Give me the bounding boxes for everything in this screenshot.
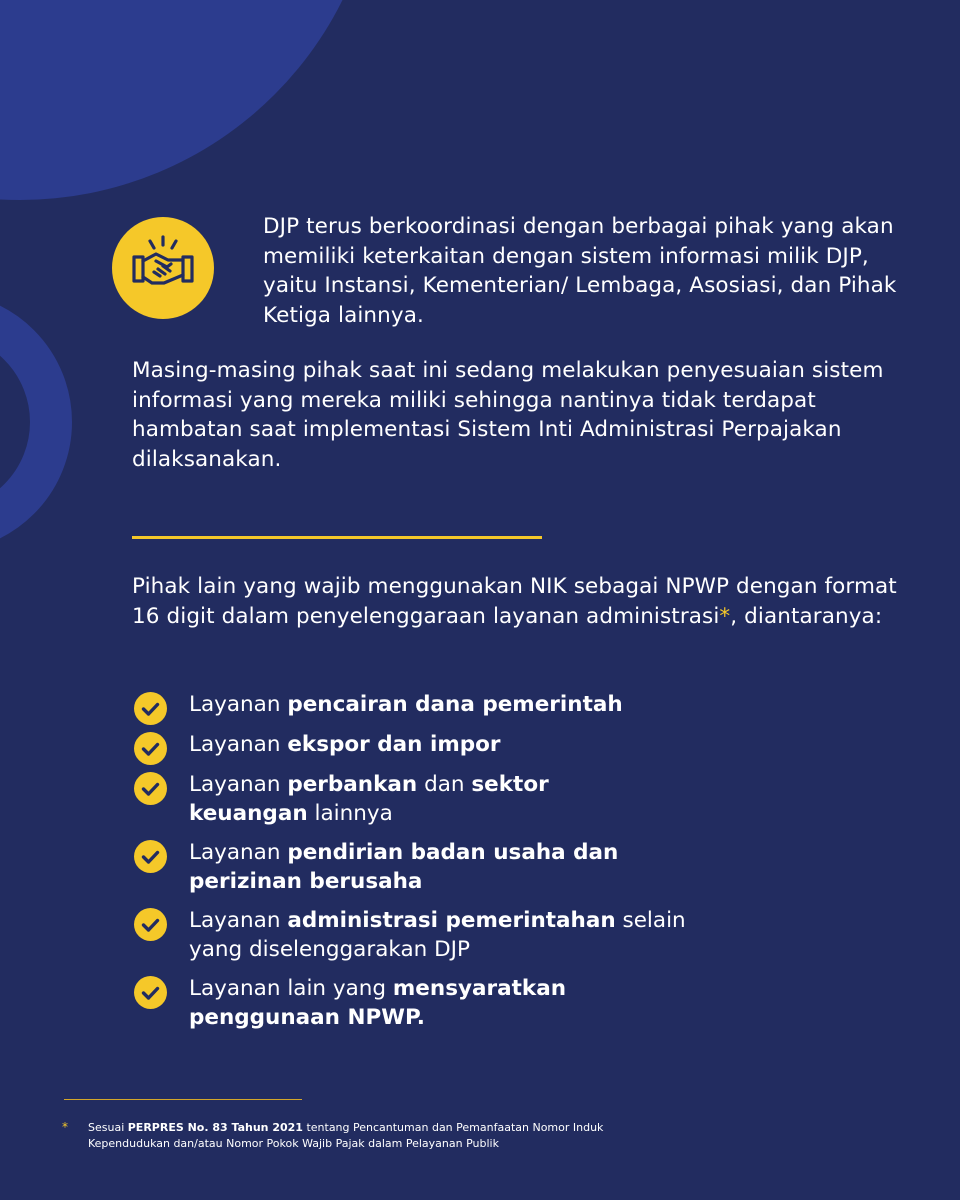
decorative-circle-top bbox=[0, 0, 380, 200]
footnote-regulation: PERPRES No. 83 Tahun 2021 bbox=[127, 1121, 303, 1134]
check-circle-icon bbox=[134, 908, 167, 941]
check-circle-icon bbox=[134, 976, 167, 1009]
footnote-text bbox=[88, 1120, 648, 1152]
item-text: Layanan bbox=[189, 732, 288, 757]
item-text: Layanan bbox=[189, 692, 288, 717]
check-circle-icon bbox=[134, 692, 167, 725]
item-text: Layanan lain yang bbox=[189, 976, 393, 1001]
list-item-text bbox=[189, 906, 709, 964]
check-circle-icon bbox=[134, 840, 167, 873]
footnote-marker: * bbox=[719, 603, 731, 629]
item-text: Layanan bbox=[189, 840, 288, 865]
list-item-text bbox=[189, 974, 629, 1032]
item-text: selain yang diselenggarakan DJP bbox=[189, 908, 686, 962]
list-item-text bbox=[189, 770, 629, 828]
item-text: dan bbox=[417, 772, 472, 797]
footnote-divider bbox=[64, 1099, 302, 1100]
footnote-rest: tentang Pencantuman dan Pemanfaatan Nomor Induk Kependudukan dan/atau Nomor Pokok Wajib Pajak dalam Pelayanan Publik bbox=[88, 1121, 604, 1150]
handshake-icon bbox=[112, 217, 214, 319]
intro-paragraph: DJP terus berkoordinasi dengan berbagai pihak yang akan memiliki keterkaitan dengan sistem informasi milik DJP, yaitu Instansi, Kementerian/ Lembaga, Asosiasi, dan Pihak Ketiga lainnya. bbox=[263, 214, 897, 328]
item-text-bold: pencairan dana pemerintah bbox=[287, 692, 623, 717]
adjustment-paragraph: Masing-masing pihak saat ini sedang melakukan penyesuaian sistem informasi yang mereka miliki sehingga nantinya tidak terdapat hambatan saat implementasi Sistem Inti Administrasi Perpajakan dilaksanakan. bbox=[132, 358, 884, 472]
item-text-bold: mensyaratkan penggunaan NPWP. bbox=[189, 976, 567, 1030]
check-circle-icon bbox=[134, 732, 167, 765]
item-text-bold: ekspor dan impor bbox=[287, 732, 501, 757]
list-item-text bbox=[189, 838, 709, 896]
decorative-ring-left bbox=[0, 292, 72, 552]
item-text: Layanan bbox=[189, 908, 288, 933]
list-item-text bbox=[189, 730, 889, 759]
item-text-bold: sektor keuangan bbox=[189, 772, 549, 826]
item-text-bold: administrasi pemerintahan bbox=[287, 908, 616, 933]
obligation-paragraph bbox=[132, 572, 912, 631]
check-circle-icon bbox=[134, 772, 167, 805]
item-text-bold: pendirian badan usaha dan perizinan berusaha bbox=[189, 840, 619, 894]
footnote-star: * bbox=[62, 1120, 68, 1134]
item-text: Layanan bbox=[189, 772, 288, 797]
footnote-prefix: Sesuai bbox=[88, 1121, 128, 1134]
obligation-text-end: , diantaranya: bbox=[730, 603, 883, 629]
obligation-text: Pihak lain yang wajib menggunakan NIK sebagai NPWP dengan format 16 digit dalam penyelenggaraan layanan administrasi bbox=[132, 574, 897, 629]
item-text-bold: perbankan bbox=[287, 772, 418, 797]
item-text: lainnya bbox=[307, 801, 393, 826]
list-item-text bbox=[189, 690, 889, 719]
section-divider bbox=[132, 536, 542, 539]
